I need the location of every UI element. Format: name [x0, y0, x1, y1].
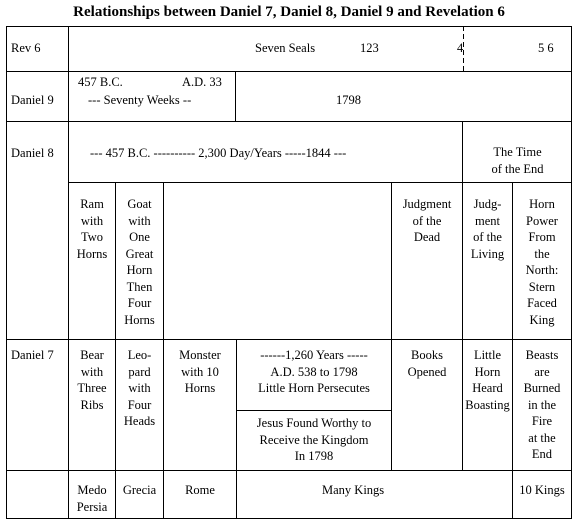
time-of-end-line: of the End [491, 161, 544, 176]
leopard-line: with [128, 381, 151, 395]
goat-line: Four [127, 296, 152, 310]
judgment-living-line: Living [470, 246, 505, 261]
horn-power-line: King [529, 312, 555, 327]
row-label-daniel7: Daniel 7 [11, 348, 54, 362]
judgment-living-line: of the [473, 230, 502, 244]
ram-cell [69, 196, 115, 262]
seventy-weeks-label: --- Seventy Weeks -- [88, 93, 192, 107]
beasts-burned-line: in the [527, 397, 557, 412]
little-horn-line: Horn [474, 364, 501, 379]
beasts-burned-line: End [531, 447, 553, 461]
beasts-burned-line: at the [528, 430, 556, 445]
daniel9-end-date: A.D. 33 [182, 75, 222, 89]
2300-day-years-span: --- 457 B.C. ---------- 2,300 Day/Years -----1844 --- [90, 146, 347, 160]
little-horn-line: Heard [472, 381, 503, 395]
goat-line: Goat [127, 197, 152, 211]
seals-1-2-3: 123 [360, 41, 379, 55]
jesus-found-worthy-cell [237, 415, 391, 465]
bear-line: Three [77, 381, 107, 395]
medo-persia-line: Medo [77, 483, 107, 497]
horn-power-cell [513, 196, 571, 328]
ram-line: with [80, 213, 104, 228]
monster-line: Horns [184, 381, 216, 395]
seven-seals-label: Seven Seals [255, 41, 316, 55]
ram-line: Two [80, 230, 104, 244]
books-opened-line: Books [411, 348, 443, 362]
jesus-worthy-line: In 1798 [294, 449, 334, 463]
horn-power-line: the [534, 246, 550, 261]
goat-line: Horns [124, 312, 155, 327]
1260-years-line: ------1,260 Years ----- [260, 348, 368, 362]
goat-line: Great [125, 246, 154, 261]
time-of-the-end-cell [463, 144, 572, 177]
rome-cell: Rome [185, 483, 215, 497]
1260-years-line: Little Horn Persecutes [258, 381, 370, 395]
horn-power-line: Stern [528, 279, 556, 294]
books-opened-cell [392, 347, 462, 380]
goat-line: Horn [126, 263, 153, 277]
horn-power-line: Faced [527, 296, 557, 310]
books-opened-line: Opened [407, 364, 447, 379]
monster-line: with 10 [181, 364, 219, 379]
beasts-burned-line: Beasts [525, 348, 559, 362]
little-horn-line: Little [473, 348, 502, 362]
time-of-end-line: The Time [493, 145, 542, 159]
year-1798-label: 1798 [336, 93, 361, 107]
leopard-line: Heads [123, 414, 156, 428]
chart-title: Relationships between Daniel 7, Daniel 8, Daniel 9 and Revelation 6 [73, 4, 505, 20]
bear-line: Bear [80, 348, 104, 362]
judgment-of-the-dead-cell [392, 196, 462, 246]
1260-years-cell [237, 347, 391, 397]
judgment-living-line: ment [475, 213, 500, 228]
grecia-cell: Grecia [122, 483, 157, 497]
jesus-worthy-line: Jesus Found Worthy to [256, 416, 372, 430]
little-horn-line: Boasting [465, 397, 510, 412]
beasts-burned-cell [513, 347, 571, 463]
little-horn-cell [463, 347, 512, 413]
monster-line: Monster [179, 348, 221, 362]
medo-persia-line: Persia [76, 499, 108, 514]
judgment-dead-line: Judgment [402, 197, 452, 211]
row-label-daniel8: Daniel 8 [11, 146, 54, 160]
medo-persia-cell [69, 482, 115, 515]
row-label-rev6: Rev 6 [11, 41, 41, 55]
leopard-line: pard [128, 364, 151, 379]
beasts-burned-line: are [534, 364, 550, 379]
leopard-cell [116, 347, 163, 430]
ram-line: Ram [80, 197, 104, 211]
goat-cell [116, 196, 163, 328]
judgment-of-the-living-cell [463, 196, 512, 262]
goat-line: Then [126, 279, 153, 294]
row-label-daniel9: Daniel 9 [11, 93, 54, 107]
horn-power-line: Power [526, 213, 558, 228]
beasts-burned-line: Fire [531, 414, 553, 428]
goat-line: One [129, 230, 150, 244]
ram-line: Horns [76, 246, 108, 261]
leopard-line: Four [127, 397, 152, 412]
horn-power-line: Horn [529, 197, 555, 211]
bear-line: Ribs [80, 397, 104, 412]
many-kings-cell: Many Kings [322, 483, 385, 497]
judgment-dead-line: Dead [413, 230, 441, 244]
1260-years-line: A.D. 538 to 1798 [270, 364, 358, 379]
judgment-living-line: Judg- [473, 197, 502, 211]
seal-4: 4 [457, 41, 464, 55]
daniel9-start-date: 457 B.C. [78, 75, 123, 89]
leopard-line: Leo- [127, 348, 152, 362]
goat-line: with [128, 213, 151, 228]
horn-power-line: North: [525, 263, 559, 277]
horn-power-line: From [528, 230, 556, 244]
judgment-dead-line: of the [412, 213, 442, 228]
beasts-burned-line: Burned [523, 381, 561, 395]
bear-line: with [80, 364, 104, 379]
jesus-worthy-line: Receive the Kingdom [259, 432, 369, 447]
bear-cell [69, 347, 115, 413]
ten-kings-cell: 10 Kings [519, 483, 565, 497]
monster-cell [164, 347, 236, 397]
seals-5-6: 5 6 [538, 41, 554, 55]
